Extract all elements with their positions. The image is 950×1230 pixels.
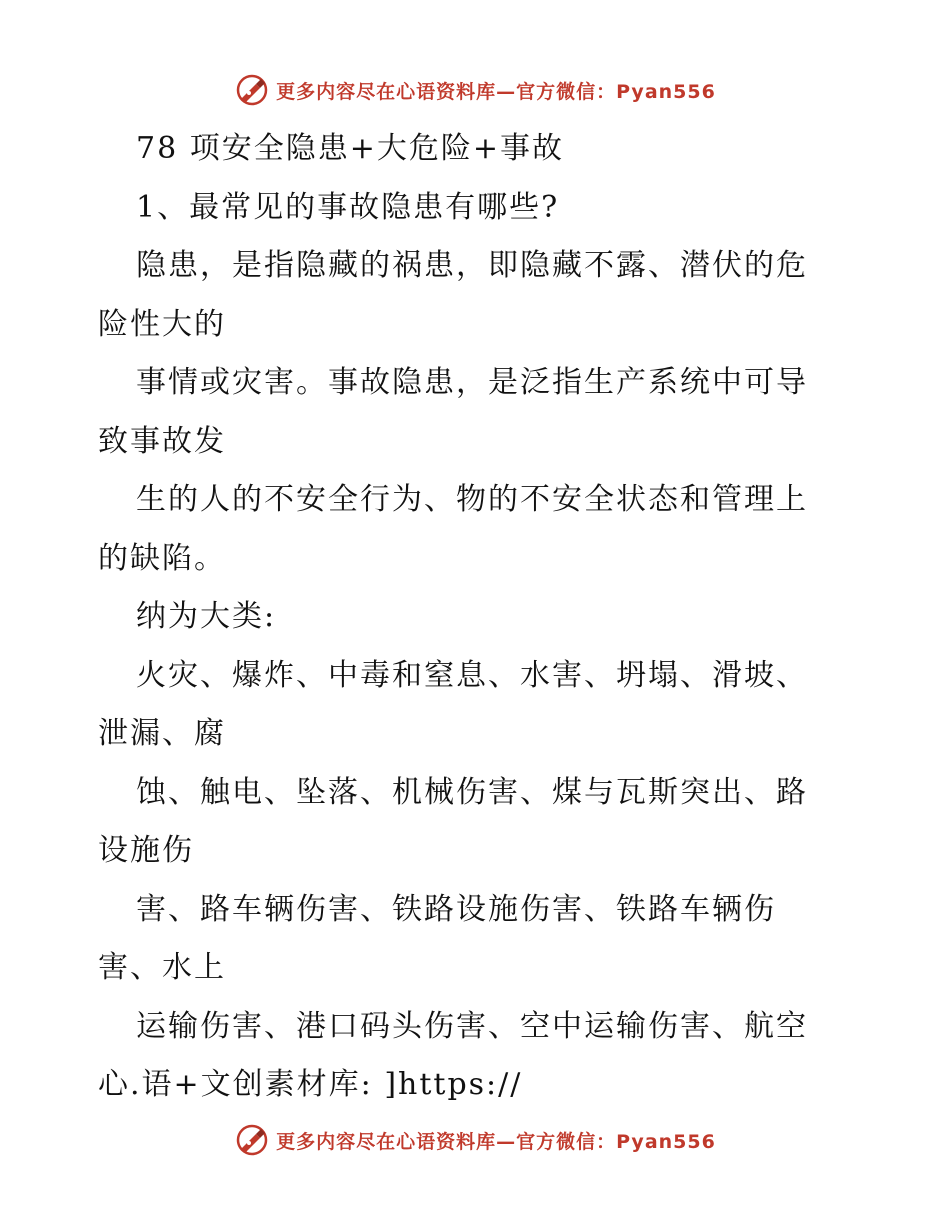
paragraph-line: 运输伤害、港口码头伤害、空中运输伤害、航空 (136, 1008, 808, 1044)
pen-logo-icon (234, 72, 270, 108)
paragraph-line: 蚀、触电、坠落、机械伤害、煤与瓦斯突出、路 (136, 774, 808, 810)
question-heading: 1、最常见的事故隐患有哪些? (136, 189, 560, 225)
paragraph-line: 设施伤 (98, 833, 194, 868)
paragraph-line: 心.语+文创素材库: ]https:// (98, 1067, 523, 1102)
paragraph-line: 生的人的不安全行为、物的不安全状态和管理上 (136, 482, 808, 517)
paragraph-line: 泄漏、腐 (98, 716, 226, 751)
paragraph-line: 事情或灾害。事故隐患，是泛指生产系统中可导 (136, 365, 808, 400)
pen-logo-icon (234, 1122, 270, 1158)
header-watermark-banner (0, 70, 950, 110)
paragraph-line: 险性大的 (98, 306, 226, 342)
paragraph-line: 火灾、爆炸、中毒和窒息、水害、坍塌、滑坡、 (136, 657, 808, 693)
doc-title-line: 78 项安全隐患+大危险+事故 (136, 131, 564, 166)
watermark-text: 更多内容尽在心语资料库—官方微信：Pyan556 (276, 80, 716, 103)
footer-watermark-banner (0, 1120, 950, 1160)
watermark-text: 更多内容尽在心语资料库—官方微信：Pyan556 (276, 1130, 716, 1153)
paragraph-line: 害、路车辆伤害、铁路设施伤害、铁路车辆伤 (136, 891, 776, 927)
paragraph-line: 纳为大类: (136, 599, 277, 634)
paragraph-line: 的缺陷。 (98, 540, 226, 576)
paragraph-line: 害、水上 (98, 950, 226, 985)
paragraph-line: 隐患，是指隐藏的祸患，即隐藏不露、潜伏的危 (136, 248, 808, 283)
document-body (98, 120, 858, 1115)
paragraph-line: 致事故发 (98, 423, 226, 459)
